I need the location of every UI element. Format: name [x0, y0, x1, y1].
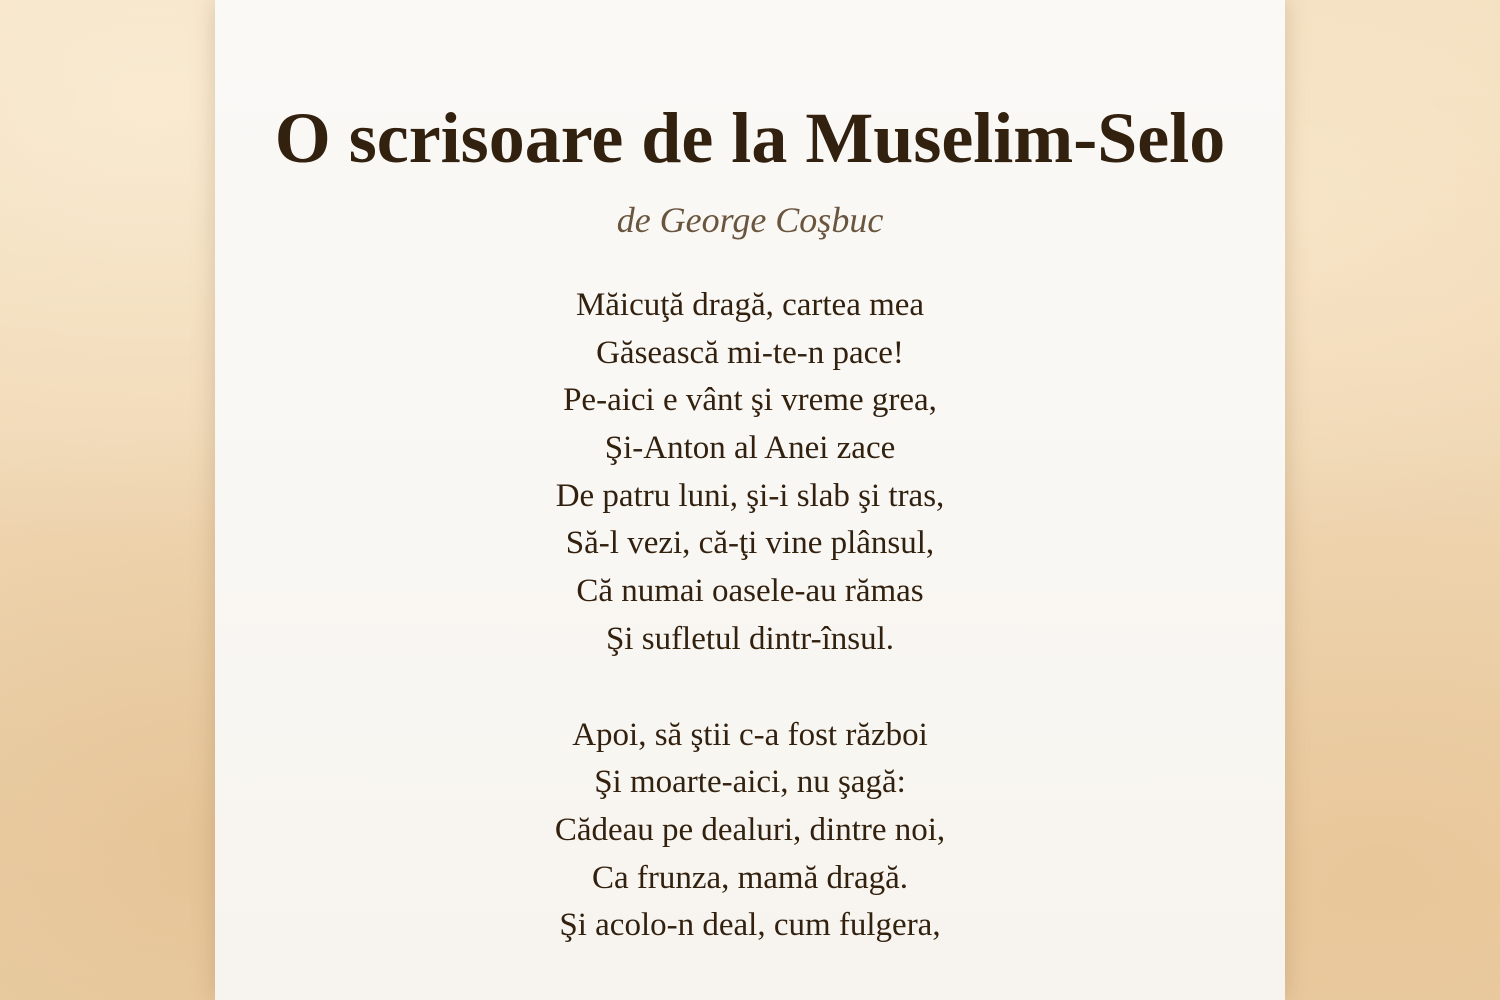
verse-line: Găsească mi-te-n pace! [596, 334, 904, 371]
stanza-1 [215, 282, 1285, 664]
poem-author: de George Coşbuc [616, 200, 884, 240]
verse-line: Măicuţă dragă, cartea mea [575, 287, 925, 323]
poem-title: O scrisoare de la Muselim-Selo [274, 98, 1226, 178]
verse-line: Şi acolo-n deal, cum fulgera, [559, 907, 941, 944]
verse-line: Şi-Anton al Anei zace [604, 430, 896, 467]
poem-body [215, 282, 1285, 998]
verse-line: Şi sufletul dintr-însul. [605, 620, 895, 657]
verse-line: Să-l vezi, că-ţi vine plânsul, [565, 525, 935, 562]
verse-line: Apoi, să ştii c-a fost război [572, 716, 928, 753]
verse-line: Că numai oasele-au rămas [576, 573, 924, 610]
verse-line: De patru luni, şi-i slab şi tras, [555, 477, 945, 514]
verse-line: Şi moarte-aici, nu şagă: [594, 764, 906, 801]
poem-page [215, 0, 1285, 1000]
stanza-2 [215, 712, 1285, 950]
verse-line: Pe-aici e vânt şi vreme grea, [563, 382, 937, 419]
verse-line: Cădeau pe dealuri, dintre noi, [554, 811, 946, 848]
verse-line: Ca frunza, mamă dragă. [591, 859, 909, 896]
